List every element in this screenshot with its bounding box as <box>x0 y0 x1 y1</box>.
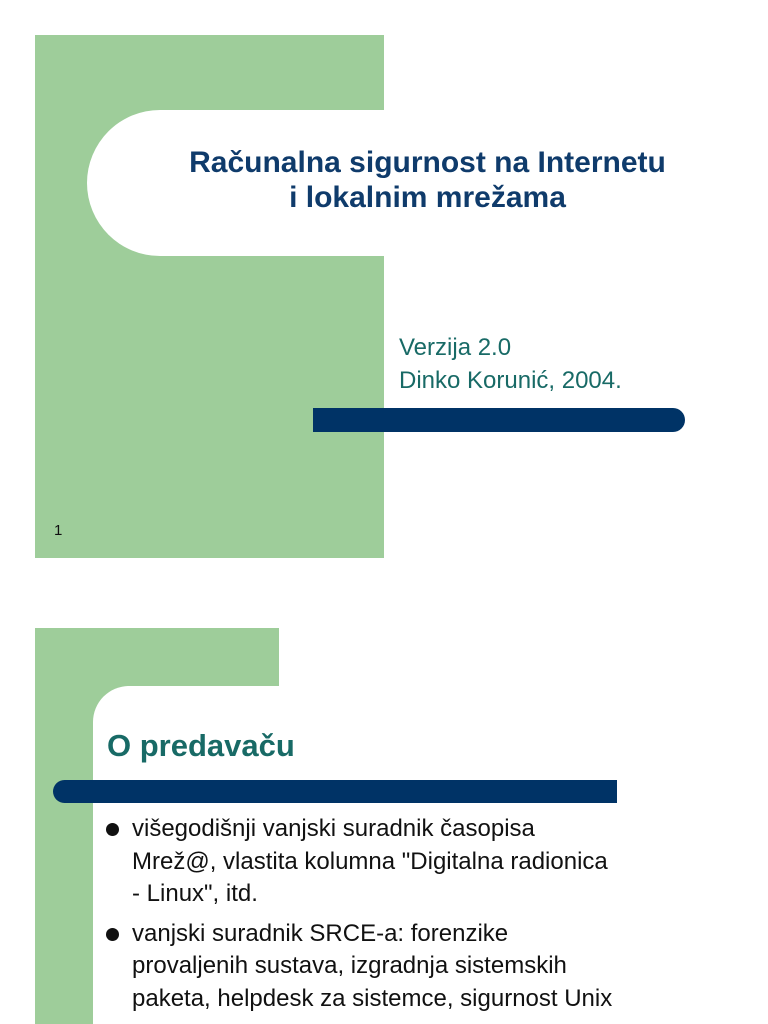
list-item <box>105 813 705 911</box>
slide1-title <box>100 145 755 215</box>
list-item-line: višegodišnji vanjski suradnik časopisa <box>132 815 535 842</box>
list-item-line: provaljenih sustava, izgradnja sistemskih <box>132 952 567 979</box>
slide1-version: Verzija 2.0 <box>399 334 512 361</box>
bullet-icon <box>106 928 119 941</box>
list-item-line: paketa, helpdesk za sistemce, sigurnost Unix <box>132 984 613 1012</box>
list-item <box>105 918 705 1016</box>
list-item-line: vanjski suradnik SRCE-a: forenzike <box>132 919 509 947</box>
bullet-icon <box>106 823 119 836</box>
slide1-title-line: Računalna sigurnost na Internetu <box>189 146 666 179</box>
list-item-text <box>132 813 705 911</box>
list-item-text <box>132 918 705 1016</box>
list-item-line: Mrež@, vlastita kolumna "Digitalna radionica <box>132 847 608 875</box>
slide2-bullet-list <box>105 813 705 1022</box>
slide1-page-number: 1 <box>54 522 63 539</box>
slide1-title-line: i lokalnim mrežama <box>289 181 566 214</box>
slide1-subtitle <box>399 331 622 397</box>
slide1-accent-bar <box>313 408 685 432</box>
slide2-title: O predavaču <box>107 728 295 763</box>
list-item-line: - Linux", itd. <box>132 880 258 907</box>
slide2-accent-bar <box>53 780 617 803</box>
slide1-author: Dinko Korunić, 2004. <box>399 367 622 394</box>
